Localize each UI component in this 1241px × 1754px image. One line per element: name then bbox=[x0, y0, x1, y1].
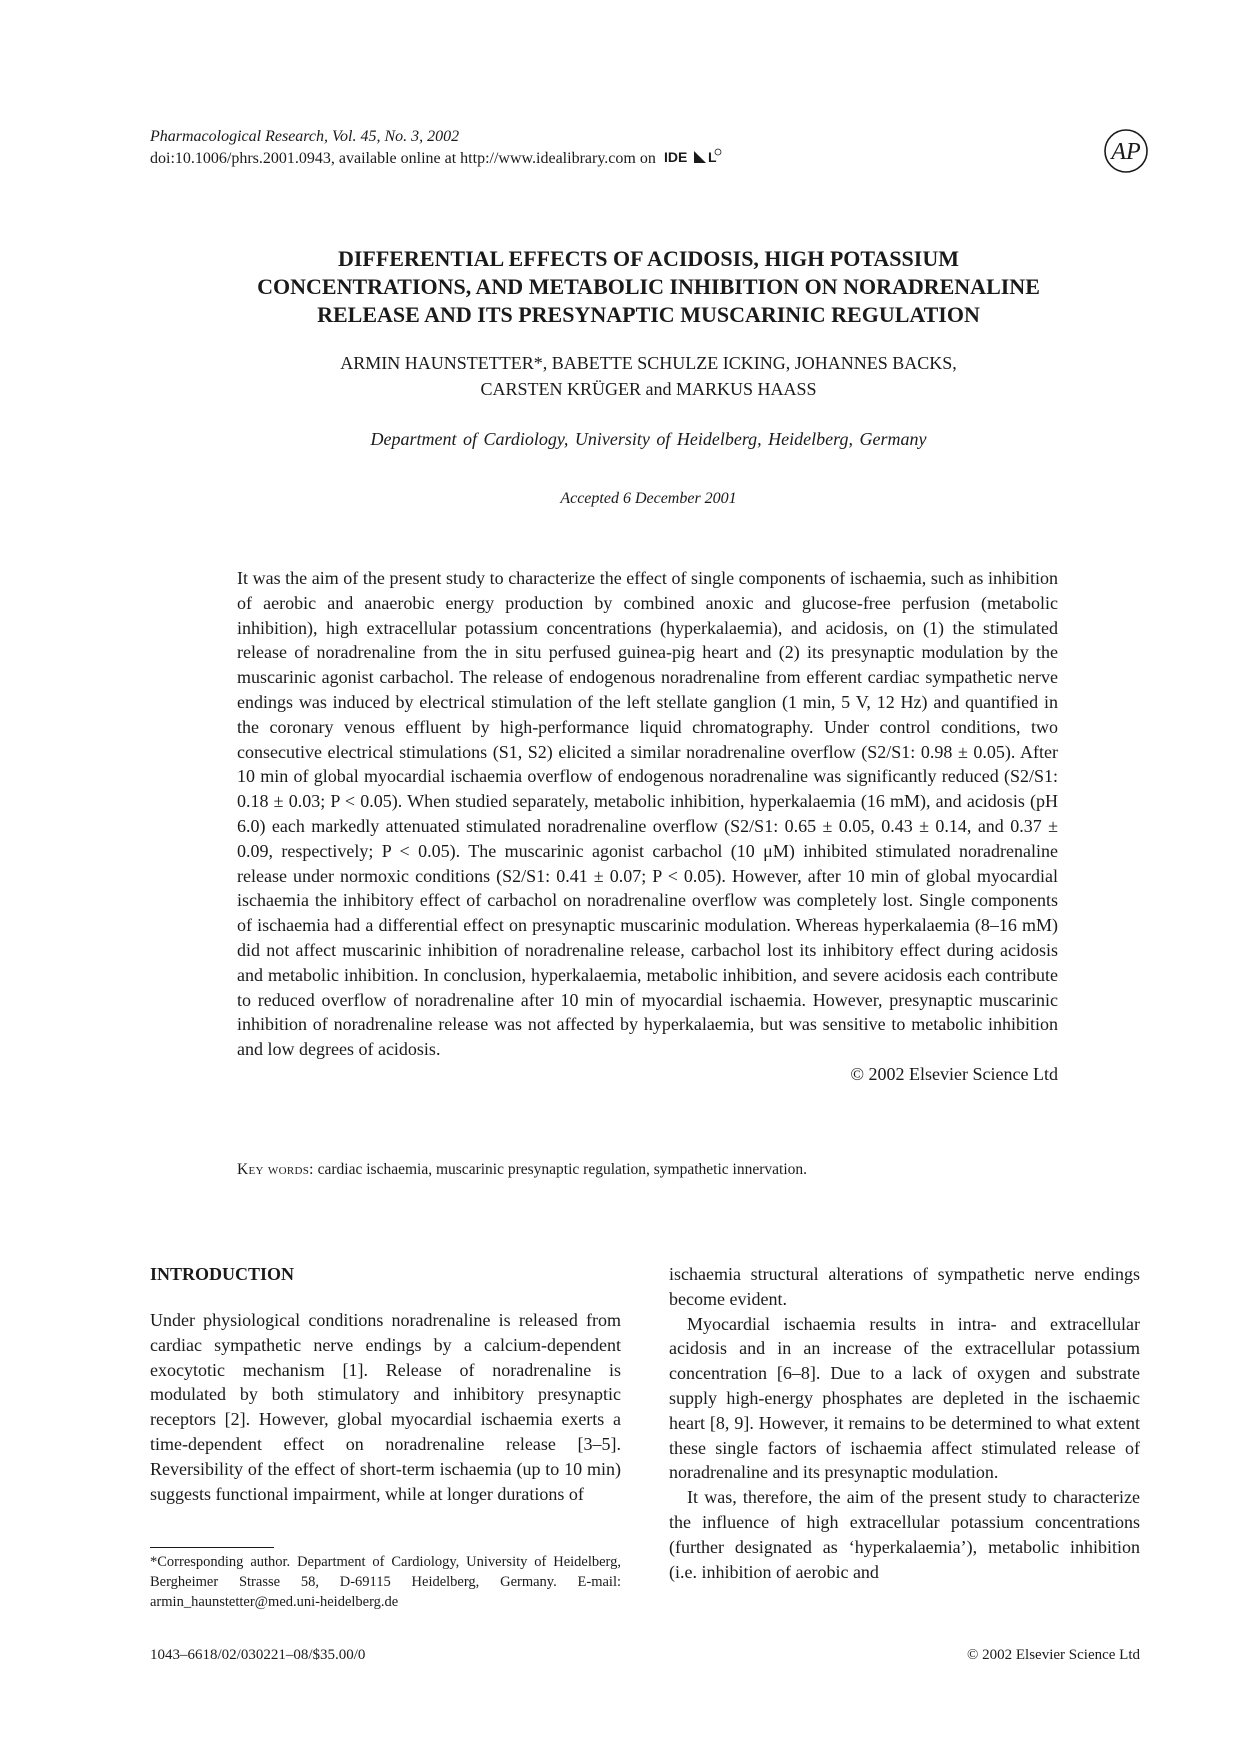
introduction-paragraph-1-continued: ischaemia structural alterations of sympathetic nerve endings become evident. bbox=[669, 1264, 1140, 1309]
keywords bbox=[237, 1159, 1058, 1181]
issn-code: 1043–6618/02/030221–08/$35.00/0 bbox=[150, 1647, 366, 1663]
article-title bbox=[150, 245, 1147, 329]
svg-text:AP: AP bbox=[1111, 139, 1141, 165]
journal-citation: Pharmacological Research, Vol. 45, No. 3, 2002 bbox=[150, 128, 460, 145]
footnote-divider bbox=[150, 1547, 274, 1548]
introduction-paragraph-1: Under physiological conditions noradrenaline is released from cardiac sympathetic nerve endings by a calcium-dependent exocytotic mechanism [1]. Release of noradrenaline is modulated by both stimulatory and inhibitory presynaptic receptors [2]. However, global myocardial ischaemia exerts a time-dependent effect on noradrenaline release [3–5]. Reversibility of the effect of short-term ischaemia (up to 10 min) suggests functional impairment, while at longer durations of bbox=[150, 1310, 621, 1504]
introduction-paragraph-3: It was, therefore, the aim of the present study to characterize the influence of high extracellular potassium concentrations (further designated as ‘hyperkalaemia’), metabolic inhibition (i.e. inhibition of aerobic and bbox=[669, 1487, 1140, 1582]
affiliation: Department of Cardiology, University of Heidelberg, Heidelberg, Germany bbox=[370, 429, 927, 449]
ideal-logo-icon bbox=[664, 148, 722, 173]
doi-text: doi:10.1006/phrs.2001.0943, available online at http://www.idealibrary.com on bbox=[150, 150, 656, 167]
introduction-heading: INTRODUCTION bbox=[150, 1264, 295, 1284]
svg-text:L: L bbox=[707, 149, 717, 165]
column-right bbox=[669, 1262, 1140, 1584]
corresponding-author-footnote: *Corresponding author. Department of Cardiology, University of Heidelberg, Bergheimer Strasse 58, D-69115 Heidelberg, Germany. E-mail: armin_haunstetter@med.uni-heidelberg.de bbox=[150, 1554, 621, 1610]
accepted-date: Accepted 6 December 2001 bbox=[560, 490, 737, 507]
abstract-copyright: © 2002 Elsevier Science Ltd bbox=[850, 1063, 1058, 1084]
authors-line-1: ARMIN HAUNSTETTER*, BABETTE SCHULZE ICKING, JOHANNES BACKS, bbox=[340, 353, 957, 373]
publisher-logo-icon bbox=[1103, 128, 1149, 174]
column-left bbox=[150, 1262, 621, 1506]
authors-line-2: CARSTEN KRÜGER and MARKUS HAASS bbox=[480, 379, 817, 399]
title-line-1: DIFFERENTIAL EFFECTS OF ACIDOSIS, HIGH POTASSIUM bbox=[337, 246, 959, 271]
keywords-text: cardiac ischaemia, muscarinic presynaptic regulation, sympathetic innervation. bbox=[317, 1161, 807, 1178]
svg-text:IDE: IDE bbox=[663, 149, 688, 165]
journal-header bbox=[150, 126, 722, 173]
keywords-label: Key words: bbox=[237, 1161, 314, 1178]
title-line-3: RELEASE AND ITS PRESYNAPTIC MUSCARINIC REGULATION bbox=[317, 302, 980, 327]
footer-copyright: © 2002 Elsevier Science Ltd bbox=[966, 1647, 1140, 1663]
abstract bbox=[237, 566, 1058, 1087]
abstract-text: It was the aim of the present study to characterize the effect of single components of ischaemia, such as inhibition of aerobic and anaerobic energy production by combined anoxic and glucose-free perfusion (metabolic inhibition), high extracellular potassium concentrations (hyperkalaemia), and acidosis, on (1) the stimulated release of noradrenaline from the in situ perfused guinea-pig heart and (2) its presynaptic modulation by the muscarinic agonist carbachol. The release of endogenous noradrenaline from efferent cardiac sympathetic nerve endings was induced by electrical stimulation of the left stellate ganglion (1 min, 5 V, 12 Hz) and quantified in the coronary venous effluent by high-performance liquid chromatography. Under control conditions, two consecutive electrical stimulations (S1, S2) elicited a similar noradrenaline overflow (S2/S1: 0.98 ± 0.05). After 10 min of global myocardial ischaemia overflow of endogenous noradrenaline was significantly reduced (S2/S1: 0.18 ± 0.03; P < 0.05). When studied separately, metabolic inhibition, hyperkalaemia (16 mM), and acidosis (pH 6.0) each markedly attenuated stimulated noradrenaline overflow (S2/S1: 0.65 ± 0.05, 0.43 ± 0.14, and 0.37 ± 0.09, respectively; P < 0.05). The muscarinic agonist carbachol (10 μM) inhibited stimulated noradrenaline release under normoxic conditions (S2/S1: 0.41 ± 0.07; P < 0.05). However, after 10 min of global myocardial ischaemia the inhibitory effect of carbachol on noradrenaline overflow was completely lost. Single components of ischaemia had a differential effect on presynaptic muscarinic modulation. Whereas hyperkalaemia (8–16 mM) did not affect muscarinic inhibition of noradrenaline release, carbachol lost its inhibitory effect during acidosis and metabolic inhibition. In conclusion, hyperkalaemia, metabolic inhibition, and severe acidosis each contribute to reduced overflow of noradrenaline after 10 min of myocardial ischaemia. However, presynaptic muscarinic inhibition of noradrenaline release was not affected by hyperkalaemia, but was sensitive to metabolic inhibition and low degrees of acidosis. bbox=[237, 568, 1058, 1060]
author-list bbox=[150, 350, 1147, 402]
title-line-2: CONCENTRATIONS, AND METABOLIC INHIBITION ON NORADRENALINE bbox=[257, 274, 1040, 299]
introduction-paragraph-2: Myocardial ischaemia results in intra- and extracellular acidosis and in an increase of the extracellular potassium concentration [6–8]. Due to a lack of oxygen and substrate supply high-energy phosphates are depleted in the ischaemic heart [8, 9]. However, it remains to be determined to what extent these single factors of ischaemia affect stimulated release of noradrenaline and its presynaptic modulation. bbox=[669, 1313, 1140, 1483]
doi-line bbox=[150, 148, 722, 173]
